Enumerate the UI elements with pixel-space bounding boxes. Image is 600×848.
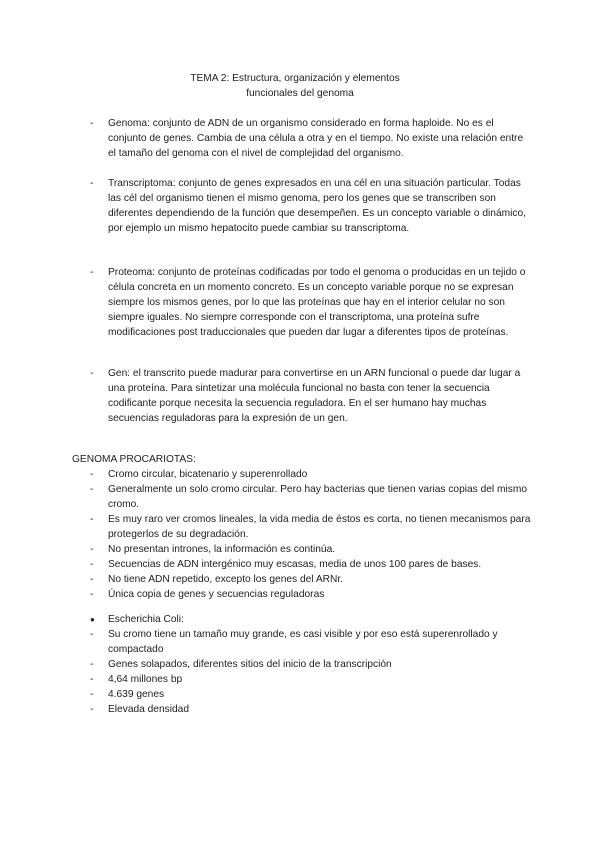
- definition-text: Gen: el transcrito puede madurar para convertirse en un ARN funcional o puede dar lugar a una proteína. Para sintetizar una molécula funcional no basta con tener la secuencia codificante porque necesita la secuencia reguladora. En el ser humano hay muchas secuencias reguladoras para la expresión de un gen.: [108, 368, 521, 424]
- list-item: [90, 672, 540, 687]
- list-item-text: No presentan intrones, la información es continúa.: [108, 544, 336, 555]
- list-item-text: Es muy raro ver cromos lineales, la vida media de éstos es corta, no tienen mecanismos para protegerlos de su degradación.: [108, 514, 531, 540]
- dash-marker: -: [90, 674, 94, 685]
- definition-genoma: [90, 116, 530, 161]
- list-item: [90, 557, 540, 572]
- list-item: [90, 702, 540, 717]
- dash-marker: -: [90, 484, 94, 495]
- bullet-dot-icon: ●: [90, 615, 95, 624]
- dash-marker: -: [90, 178, 94, 189]
- list-item-text: No tiene ADN repetido, excepto los genes del ARNr.: [108, 574, 344, 585]
- list-item: [90, 512, 540, 542]
- page-title: [0, 71, 600, 101]
- dash-marker: -: [90, 629, 94, 640]
- list-item-text: Secuencias de ADN intergénico muy escasas, media de unos 100 pares de bases.: [108, 559, 482, 570]
- prokaryote-list: [90, 467, 540, 602]
- definition-text: Transcriptoma: conjunto de genes expresados en una cél en una situación particular. Todas las cél del organismo tienen el mismo genoma, pero los genes que se transcriben son diferentes dependiendo de la función que desempeñen. Es un concepto variable o dinámico, por ejemplo un mismo hepatocito puede cambiar su transcriptoma.: [108, 178, 526, 234]
- definition-proteoma: [90, 265, 530, 340]
- list-item-text: Generalmente un solo cromo circular. Pero hay bacterias que tienen varias copias del mismo cromo.: [108, 484, 528, 510]
- definition-gen: [90, 366, 530, 426]
- list-item-text: Genes solapados, diferentes sitios del inicio de la transcripción: [108, 659, 392, 670]
- dash-marker: -: [90, 267, 94, 278]
- dash-marker: -: [90, 559, 94, 570]
- dash-marker: -: [90, 469, 94, 480]
- definition-text: Genoma: conjunto de ADN de un organismo considerado en forma haploide. No es el conjunto de genes. Cambia de una célula a otra y en el tiempo. No existe una relación entre el tamaño del genoma con el nivel de complejidad del organismo.: [108, 118, 524, 159]
- ecoli-list: [90, 612, 540, 717]
- list-item: [90, 627, 540, 657]
- dash-marker: -: [90, 689, 94, 700]
- title-line-1: TEMA 2: Estructura, organización y elementos: [190, 73, 400, 84]
- list-item-text: 4.639 genes: [108, 689, 165, 700]
- dash-marker: -: [90, 118, 94, 129]
- dash-marker: -: [90, 544, 94, 555]
- list-item: [90, 572, 540, 587]
- list-item-text: Elevada densidad: [108, 704, 189, 715]
- title-line-2: funcionales del genoma: [246, 88, 354, 99]
- bullet-label: Escherichia Coli:: [108, 614, 184, 625]
- dash-marker: -: [90, 574, 94, 585]
- definition-transcriptoma: [90, 176, 530, 236]
- bullet-item-ecoli: [90, 612, 540, 627]
- dash-marker: -: [90, 704, 94, 715]
- list-item: [90, 657, 540, 672]
- dash-marker: -: [90, 659, 94, 670]
- definition-text: Proteoma: conjunto de proteínas codificadas por todo el genoma o producidas en un tejido o célula concreta en un momento concreto. Es un concepto variable porque no se expresan siempre los mismos genes, por lo que las proteínas que hay en el interior celular no son siempre iguales. No siempre corresponde con el transcriptoma, una proteína sufre modificaciones post traduccionales que pueden dar lugar a diferentes tipos de proteínas.: [108, 267, 526, 338]
- dash-marker: -: [90, 589, 94, 600]
- list-item: [90, 687, 540, 702]
- dash-marker: -: [90, 514, 94, 525]
- section-heading: GENOMA PROCARIOTAS:: [72, 454, 196, 465]
- dash-marker: -: [90, 368, 94, 379]
- list-item-text: Cromo circular, bicatenario y superenrollado: [108, 469, 308, 480]
- list-item: [90, 542, 540, 557]
- list-item-text: 4,64 millones bp: [108, 674, 183, 685]
- list-item: [90, 482, 540, 512]
- list-item: [90, 587, 540, 602]
- list-item-text: Única copia de genes y secuencias reguladoras: [108, 589, 325, 600]
- list-item: [90, 467, 540, 482]
- list-item-text: Su cromo tiene un tamaño muy grande, es casi visible y por eso está superenrollado y compactado: [108, 629, 498, 655]
